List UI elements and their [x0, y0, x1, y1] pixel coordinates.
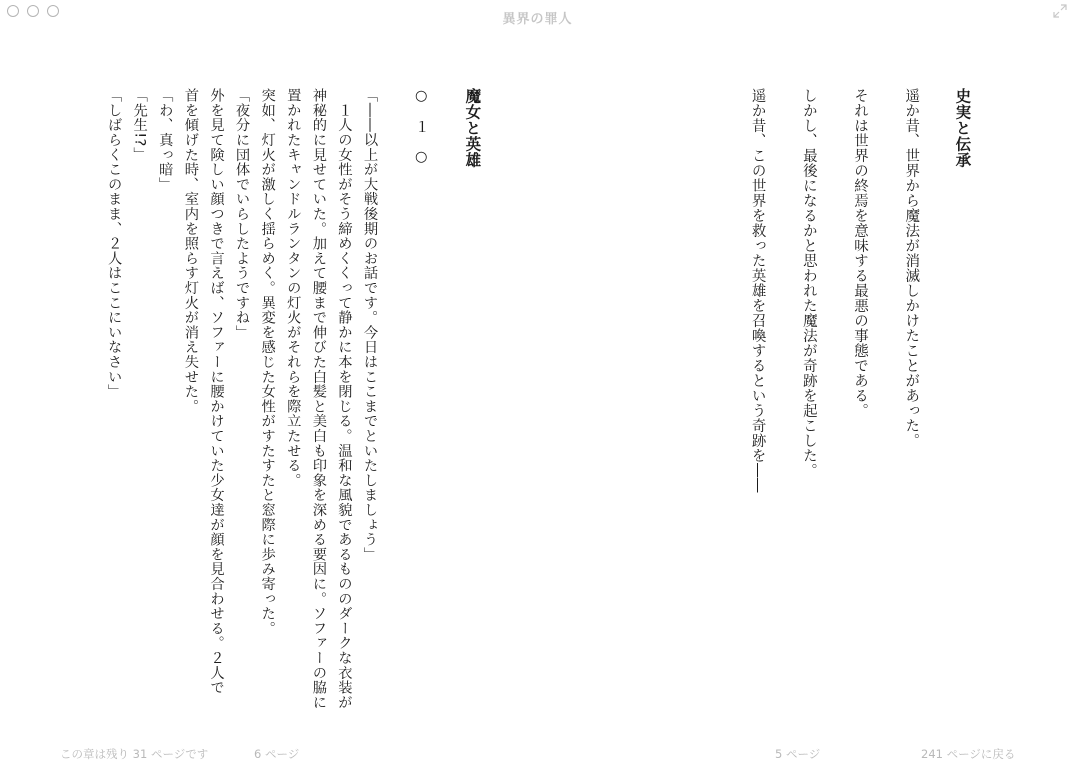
- section-marker: ○ １ ○: [413, 88, 430, 166]
- paragraph: 突如、灯火が激しく揺らめく。異変を感じた女性がすたすたと窓際に歩み寄った。: [259, 88, 276, 636]
- paragraph: 外を見て険しい顔つきで言えば、ソファーに腰かけていた少女達が顔を見合わせる。２人で: [208, 88, 225, 695]
- window-title: 異界の罪人: [502, 12, 573, 27]
- paragraph: 置かれたキャンドルランタンの灯火がそれらを際立たせる。: [285, 88, 302, 488]
- paragraph: 「――以上が大戦後期のお話です。今日はここまでといたしましょう」: [362, 88, 379, 562]
- left-page-number: 6 ページ: [254, 747, 300, 761]
- chapter-heading: 史実と伝承: [953, 88, 972, 168]
- paragraph: 「夜分に団体でいらしたようですね」: [234, 88, 251, 340]
- right-page-number: 5 ページ: [775, 747, 821, 761]
- paragraph: 「しばらくこのまま、２人はここにいなさい」: [106, 88, 123, 399]
- right-page-text: [744, 88, 1000, 708]
- left-page: [60, 88, 510, 710]
- fullscreen-icon[interactable]: [1053, 4, 1067, 18]
- back-to-page-link[interactable]: 241 ページに戻る: [921, 747, 1016, 761]
- paragraph: 「先生!?」: [131, 88, 148, 162]
- paragraph: それは世界の終焉を意味する最悪の事態である。: [852, 88, 869, 418]
- paragraph: 「わ、真っ暗」: [157, 88, 174, 192]
- chapter-remaining: この章は残り 31 ページです: [60, 747, 209, 761]
- chapter-heading: 魔女と英雄: [463, 88, 482, 168]
- paragraph: 遥か昔、この世界を救った英雄を召喚するという奇跡を――: [749, 88, 766, 493]
- paragraph: しかし、最後になるかと思われた魔法が奇跡を起こした。: [800, 88, 817, 478]
- paragraph: 首を傾げた時、室内を照らす灯火が消え失せた。: [182, 88, 199, 414]
- paragraph: １人の女性がそう締めくくって静かに本を閉じる。温和な風貌であるもののダークな衣装が: [336, 88, 353, 710]
- left-page-text: [101, 88, 511, 708]
- paragraph: 遥か昔、世界から魔法が消滅しかけたことがあった。: [903, 88, 920, 448]
- paragraph: 神秘的に見せていた。加えて腰まで伸びた白髪と美白も印象を深める要因に。ソファーの脇に: [310, 88, 327, 710]
- title-bar: [0, 0, 1075, 34]
- right-page: [560, 88, 1000, 688]
